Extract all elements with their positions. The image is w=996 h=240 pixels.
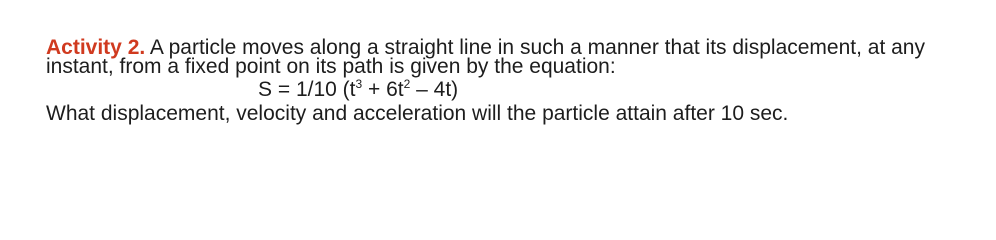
- activity-label: Activity 2.: [46, 36, 146, 59]
- equation-middle: + 6t: [362, 78, 404, 101]
- activity-block: [46, 38, 946, 123]
- equation-tail: – 4t): [410, 78, 459, 101]
- equation-lhs: S = 1/10 (t: [258, 78, 356, 101]
- displacement-equation: [258, 78, 946, 102]
- activity-intro-paragraph: [46, 38, 946, 76]
- equation-exponent-cube: 3: [355, 77, 363, 91]
- activity-intro-text: A particle moves along a straight line in such a manner that its displacement, at any instant, from a fixed point on its path is given by the equation:: [46, 36, 925, 78]
- question-paragraph: What displacement, velocity and acceleration will the particle attain after 10 sec.: [46, 102, 789, 125]
- equation-exponent-square: 2: [403, 77, 411, 91]
